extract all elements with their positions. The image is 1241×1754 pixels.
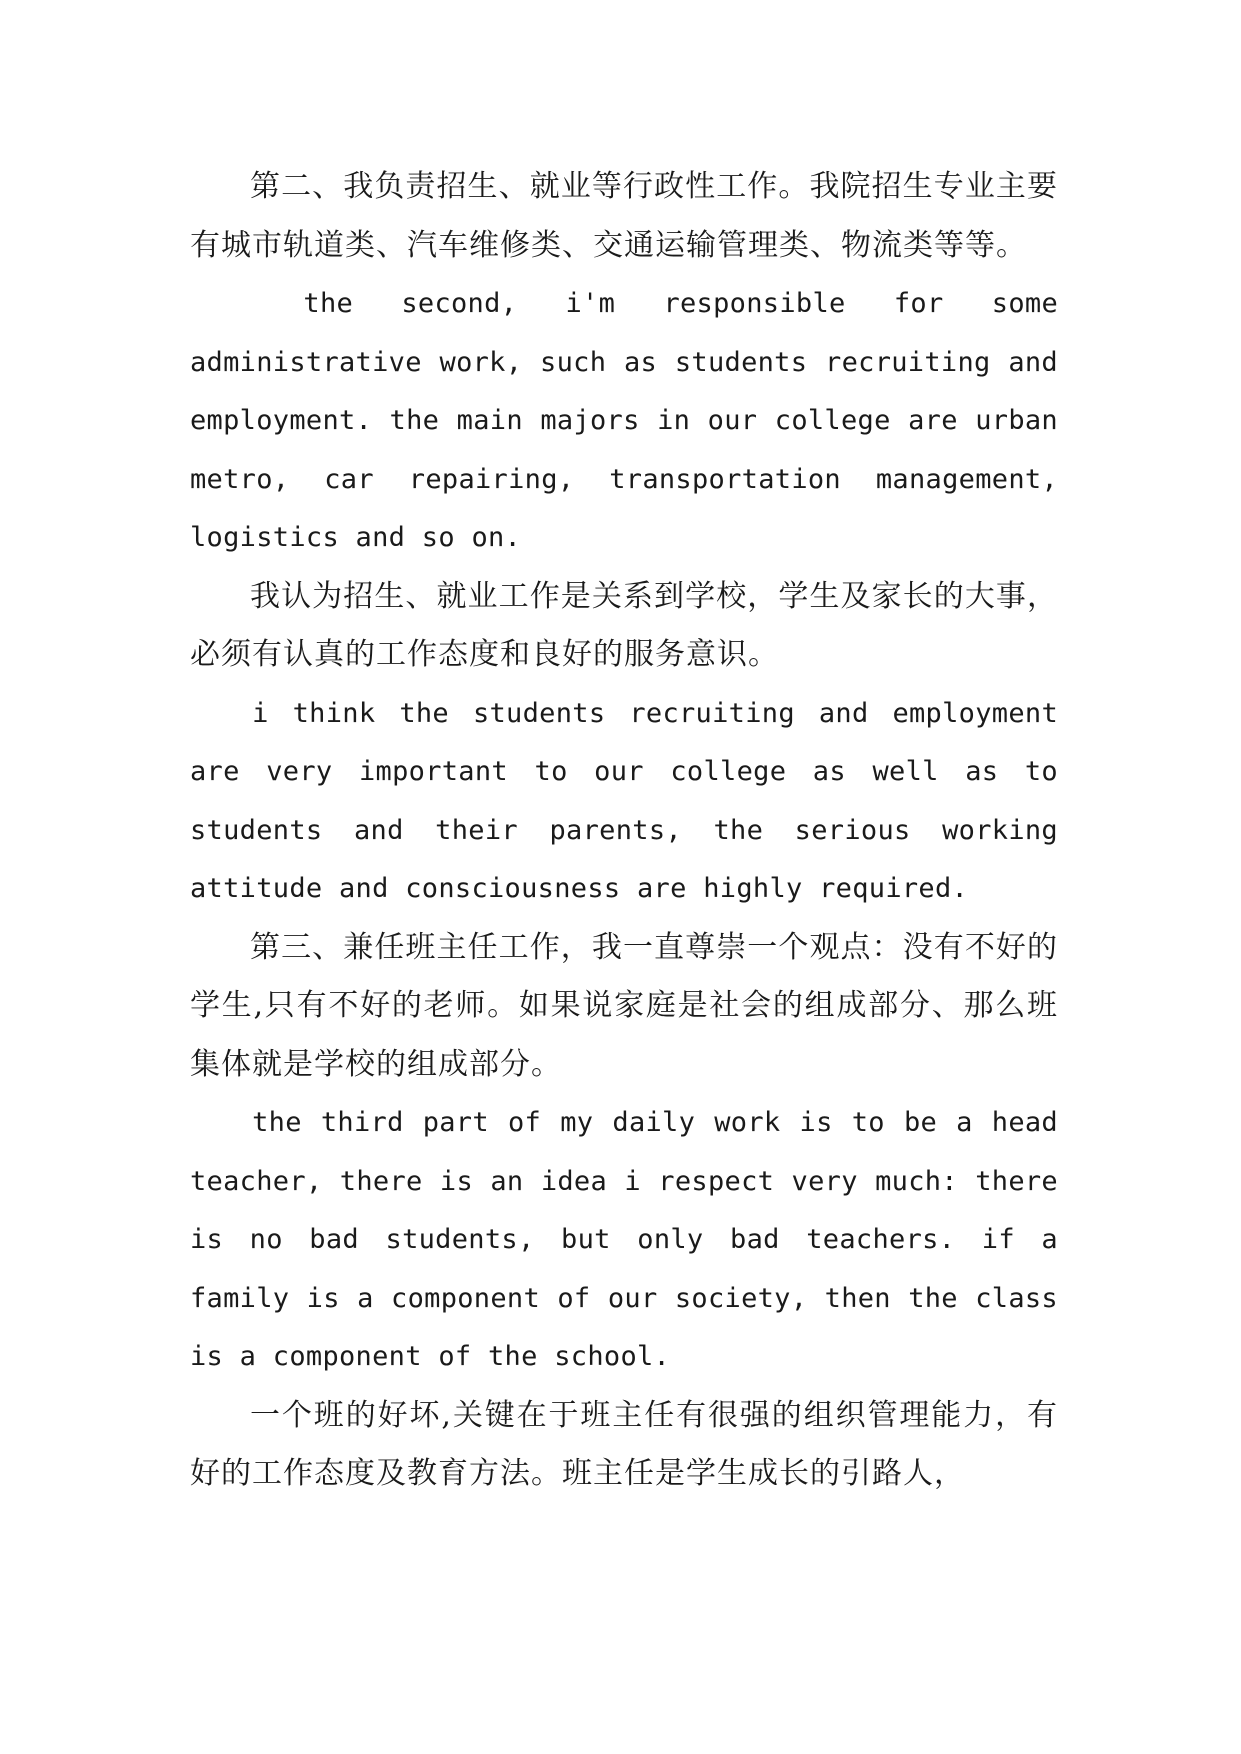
paragraph-zh-admin-work: 第二、我负责招生、就业等行政性工作。我院招生专业主要有城市轨道类、汽车维修类、交通运输管理类、物流类等等。 [190,169,1058,263]
document-body [190,158,1058,1504]
paragraph-en-head-teacher: the third part of my daily work is to be a head teacher, there is an idea i respect very much: there is no bad students, but only bad teachers. if a family is a component of our society, then the class is a component of the school. [190,1107,1058,1372]
paragraph-en-recruiting-importance: i think the students recruiting and employment are very important to our college as well as to students and their parents, the serious working attitude and consciousness are highly required. [190,697,1058,904]
paragraph-zh-class-management: 一个班的好坏,关键在于班主任有很强的组织管理能力，有好的工作态度及教育方法。班主任是学生成长的引路人， [190,1397,1058,1491]
paragraph-zh-head-teacher: 第三、兼任班主任工作，我一直尊崇一个观点：没有不好的学生,只有不好的老师。如果说家庭是社会的组成部分、那么班集体就是学校的组成部分。 [190,929,1058,1082]
paragraph-zh-recruiting-importance: 我认为招生、就业工作是关系到学校，学生及家长的大事，必须有认真的工作态度和良好的服务意识。 [190,578,1058,672]
paragraph-en-admin-work: the second, i'm responsible for some administrative work, such as students recruiting and employment. the main majors in our college are urban metro, car repairing, transportation management, logistics and so on. [190,288,1058,553]
